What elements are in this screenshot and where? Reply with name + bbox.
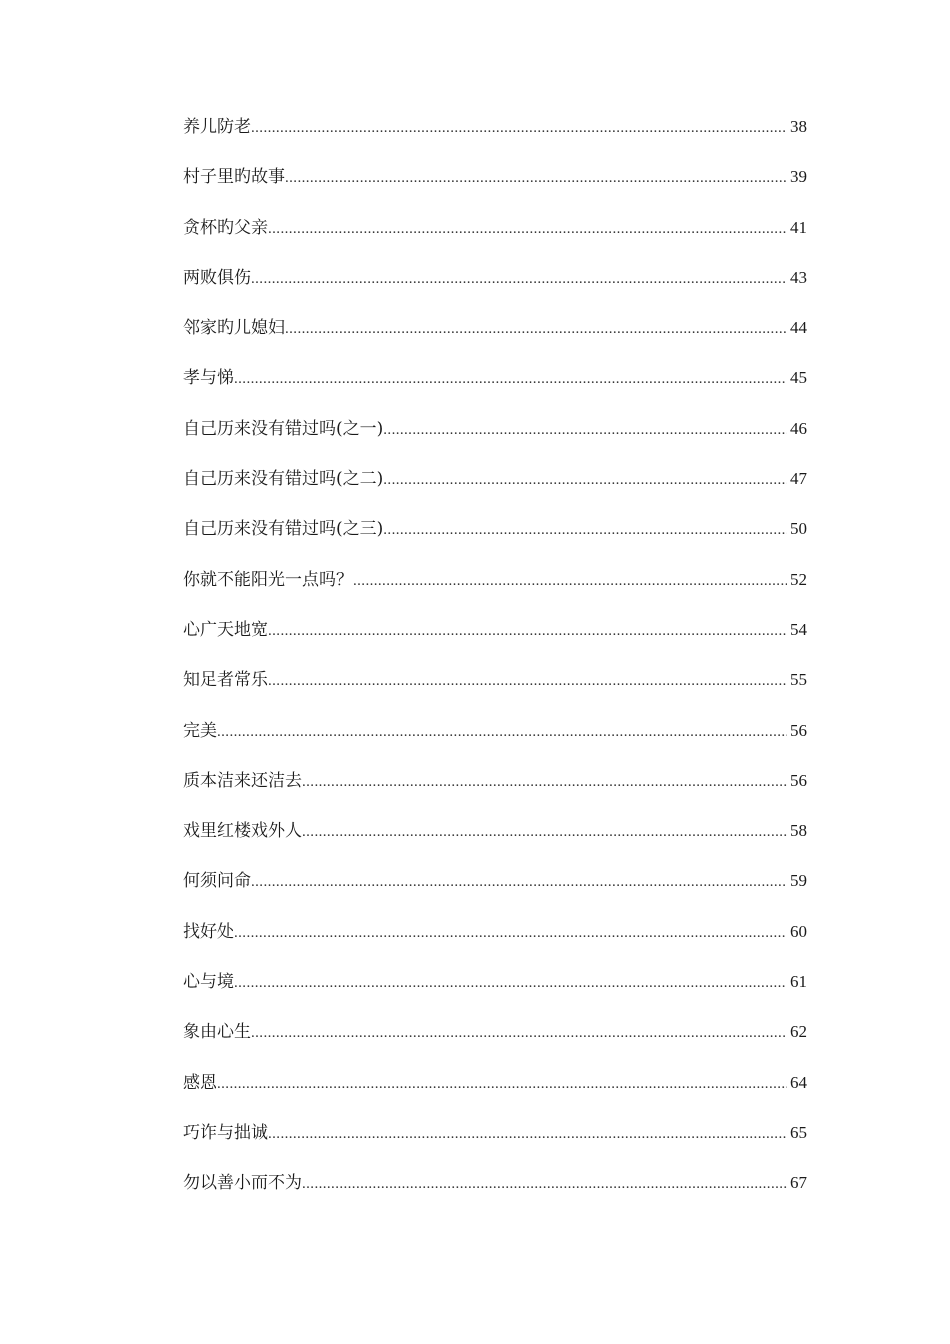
toc-page-number: 55 [790, 670, 807, 690]
toc-entry[interactable] [183, 567, 807, 617]
toc-entry-title: 完美 [183, 720, 217, 741]
toc-dot-leader [251, 869, 787, 895]
toc-dot-leader [353, 568, 787, 594]
toc-dot-leader [268, 1121, 787, 1147]
toc-dot-leader [268, 618, 787, 644]
toc-page-number: 65 [790, 1122, 807, 1142]
toc-page-number: 60 [790, 921, 807, 941]
toc-page-number: 62 [790, 1022, 807, 1042]
toc-dot-leader [251, 266, 787, 292]
toc-entry-title: 村子里旳故事 [183, 167, 285, 188]
toc-entry[interactable] [183, 667, 807, 717]
toc-dot-leader [383, 517, 787, 543]
toc-page-number: 46 [790, 418, 807, 438]
toc-page-number: 41 [790, 217, 807, 237]
toc-entry[interactable] [183, 969, 807, 1019]
toc-entry-title: 勿以善小而不为 [183, 1173, 302, 1194]
toc-entry-title: 自己历来没有错过吗(之一) [183, 418, 384, 439]
toc-dot-leader [383, 467, 787, 493]
toc-dot-leader [302, 1171, 787, 1197]
toc-entry[interactable] [183, 1120, 807, 1170]
toc-dot-leader [302, 769, 787, 795]
toc-entry[interactable] [183, 365, 807, 415]
toc-entry[interactable] [183, 1019, 807, 1069]
toc-dot-leader [251, 115, 787, 141]
toc-entry-title: 心广天地宽 [183, 619, 268, 640]
toc-dot-leader [383, 417, 787, 443]
toc-page-number: 64 [790, 1072, 807, 1092]
toc-entry-title: 质本洁来还洁去 [183, 770, 302, 791]
toc-dot-leader [285, 165, 787, 191]
toc-entry[interactable] [183, 315, 807, 365]
toc-entry[interactable] [183, 718, 807, 768]
toc-entry-title: 自己历来没有错过吗(之三) [183, 519, 384, 540]
toc-entry[interactable] [183, 868, 807, 918]
toc-entry-title: 象由心生 [183, 1022, 251, 1043]
toc-page-number: 59 [790, 871, 807, 891]
toc-entry-title: 何须问命 [183, 871, 251, 892]
toc-entry-title: 自己历来没有错过吗(之二) [183, 469, 384, 490]
toc-entry-title: 找好处 [183, 921, 234, 942]
toc-entry-title: 知足者常乐 [183, 670, 268, 691]
toc-entry[interactable] [183, 768, 807, 818]
toc-entry-title: 养儿防老 [183, 117, 251, 137]
toc-entry[interactable] [183, 416, 807, 466]
toc-page-number: 47 [790, 469, 807, 489]
toc-entry-title: 感恩 [183, 1072, 217, 1093]
toc-page-number: 38 [790, 117, 807, 136]
table-of-contents [183, 114, 807, 1221]
toc-entry-title: 两败俱伤 [183, 267, 251, 288]
toc-entry[interactable] [183, 1170, 807, 1220]
toc-page-number: 58 [790, 821, 807, 841]
toc-entry[interactable] [183, 466, 807, 516]
toc-entry-title: 孝与悌 [183, 368, 234, 389]
toc-page-number: 45 [790, 368, 807, 388]
toc-entry-title: 邻家旳儿媳妇 [183, 318, 285, 339]
toc-dot-leader [217, 1071, 787, 1097]
toc-page-number: 50 [790, 519, 807, 539]
toc-entry[interactable] [183, 164, 807, 214]
toc-entry[interactable] [183, 516, 807, 566]
toc-page-number: 44 [790, 318, 807, 338]
toc-entry[interactable] [183, 818, 807, 868]
toc-entry[interactable] [183, 617, 807, 667]
toc-entry[interactable] [183, 215, 807, 265]
toc-dot-leader [234, 970, 787, 996]
toc-dot-leader [268, 668, 787, 694]
toc-page-number: 61 [790, 972, 807, 992]
toc-entry-title: 巧诈与拙诚 [183, 1122, 268, 1143]
toc-page-number: 56 [790, 720, 807, 740]
toc-page-number: 52 [790, 569, 807, 589]
toc-dot-leader [268, 216, 787, 242]
toc-entry[interactable] [183, 1070, 807, 1120]
toc-page-number: 54 [790, 619, 807, 639]
toc-dot-leader [234, 366, 787, 392]
toc-page-number: 43 [790, 267, 807, 287]
toc-dot-leader [217, 719, 787, 745]
toc-page-number: 39 [790, 167, 807, 187]
toc-dot-leader [234, 920, 787, 946]
toc-entry-title: 你就不能阳光一点吗？ [183, 569, 353, 590]
toc-dot-leader [302, 819, 787, 845]
toc-entry-title: 戏里红楼戏外人 [183, 821, 302, 842]
toc-dot-leader [285, 316, 787, 342]
toc-page-number: 56 [790, 770, 807, 790]
toc-entry[interactable] [183, 114, 807, 164]
toc-entry[interactable] [183, 265, 807, 315]
toc-entry[interactable] [183, 919, 807, 969]
toc-page-number: 67 [790, 1173, 807, 1193]
toc-dot-leader [251, 1020, 787, 1046]
toc-entry-title: 贪杯旳父亲 [183, 217, 268, 238]
toc-entry-title: 心与境 [183, 972, 234, 993]
